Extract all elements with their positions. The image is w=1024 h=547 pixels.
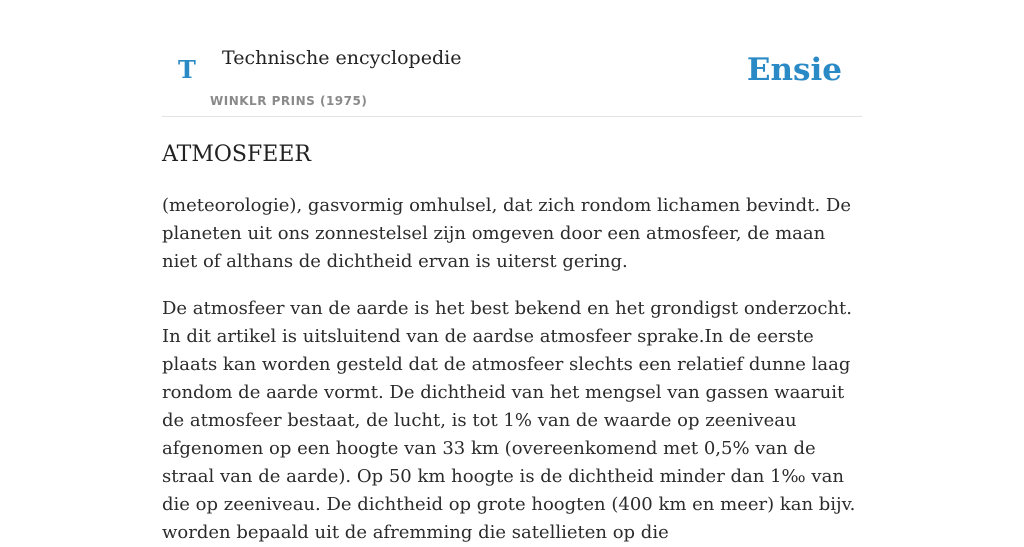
article-title: ATMOSFEER [162, 142, 311, 167]
book-subtitle: WINKLR PRINS (1975) [210, 94, 368, 108]
book-logo[interactable]: T [178, 55, 196, 84]
brand-logo[interactable]: Ensie [746, 52, 842, 88]
article [162, 138, 862, 547]
book-title[interactable]: Technische encyclopedie [222, 47, 462, 69]
article-paragraph: De atmosfeer van de aarde is het best bekend en het grondigst onderzocht. In dit artikel is uitsluitend van de aardse atmosfeer sprake.In de eerste plaats kan worden gesteld dat de atmosfeer slechts een relatief dunne laag rondom de aarde vormt. De dichtheid van het mengsel van gassen waaruit de atmosfeer bestaat, de lucht, is tot 1% van de waarde op zeeniveau afgenomen op een hoogte van 33 km (overeenkomend met 0,5% van de straal van de aarde). Op 50 km hoogte is de dichtheid minder dan 1‰ van die op zeeniveau. De dichtheid op grote hoogten (400 km en meer) kan bijv. worden bepaald uit de afremming die satellieten op die [162, 298, 856, 543]
article-paragraph: (meteorologie), gasvormig omhulsel, dat zich rondom lichamen bevindt. De planeten uit ons zonnestelsel zijn omgeven door een atmosfeer, de maan niet of althans de dichtheid ervan is uiterst gering. [162, 195, 851, 272]
header [162, 0, 862, 117]
